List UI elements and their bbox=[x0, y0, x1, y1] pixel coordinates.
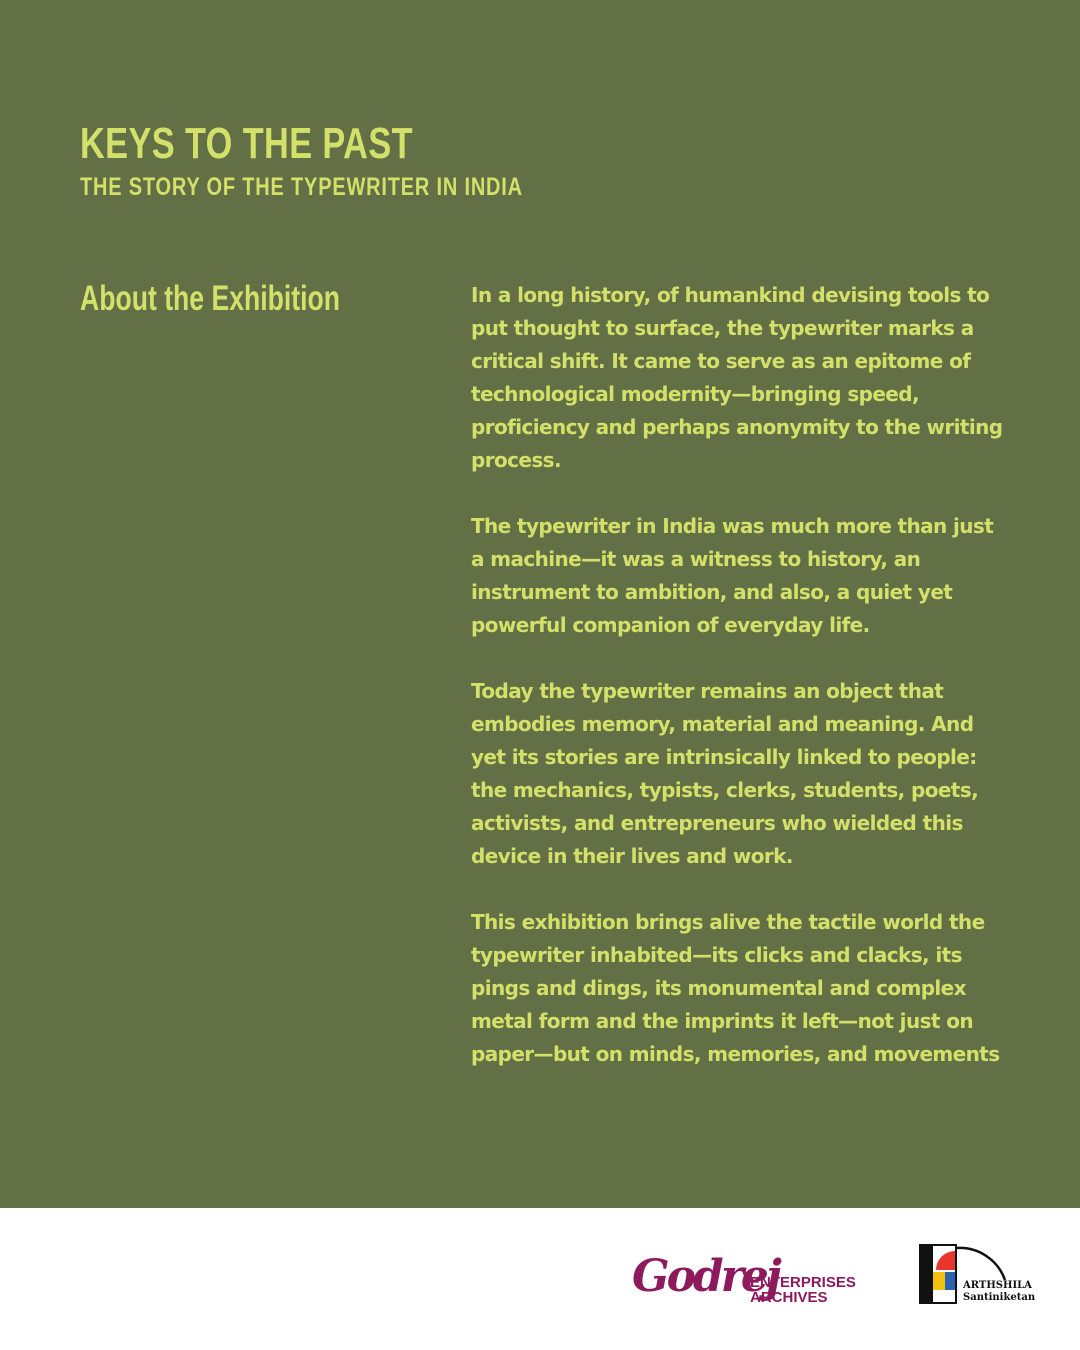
arthshila-logo-line2: Santiniketan bbox=[963, 1292, 1036, 1303]
exhibition-description bbox=[471, 279, 1011, 1104]
godrej-logo-line1: ENTERPRISES bbox=[750, 1274, 856, 1291]
page-title: KEYS TO THE PAST bbox=[80, 119, 413, 168]
partner-logos bbox=[0, 1208, 1080, 1350]
paragraph: This exhibition brings alive the tactile world the typewriter inhabited—its clicks and clacks, its pings and dings, its monumental and complex metal form and the imprints it left—not just on paper—but on minds, memories, and movements bbox=[471, 910, 1000, 1066]
godrej-wordmark: Godrej bbox=[632, 1251, 779, 1302]
paragraph: The typewriter in India was much more than just a machine—it was a witness to history, an instrument to ambition, and also, a quiet yet powerful companion of everyday life. bbox=[471, 514, 994, 637]
section-heading: About the Exhibition bbox=[80, 279, 341, 318]
godrej-enterprises-archives-logo bbox=[632, 1252, 872, 1312]
page-subtitle: THE STORY OF THE TYPEWRITER IN INDIA bbox=[80, 173, 523, 201]
paragraph: Today the typewriter remains an object that embodies memory, material and meaning. And yet its stories are intrinsically linked to people: the mechanics, typists, clerks, students, poets, activists, and entrepreneurs who wielded this device in their lives and work. bbox=[471, 679, 979, 868]
godrej-logo-line2: ARCHIVES bbox=[750, 1289, 828, 1306]
arthshila-logo bbox=[919, 1244, 1049, 1308]
arthshila-logo-line1: ARTHSHILA bbox=[963, 1280, 1032, 1291]
paragraph: In a long history, of humankind devising tools to put thought to surface, the typewriter marks a critical shift. It came to serve as an epitome of technological modernity—bringing speed, proficiency and perhaps anonymity to the writing process. bbox=[471, 283, 1003, 472]
